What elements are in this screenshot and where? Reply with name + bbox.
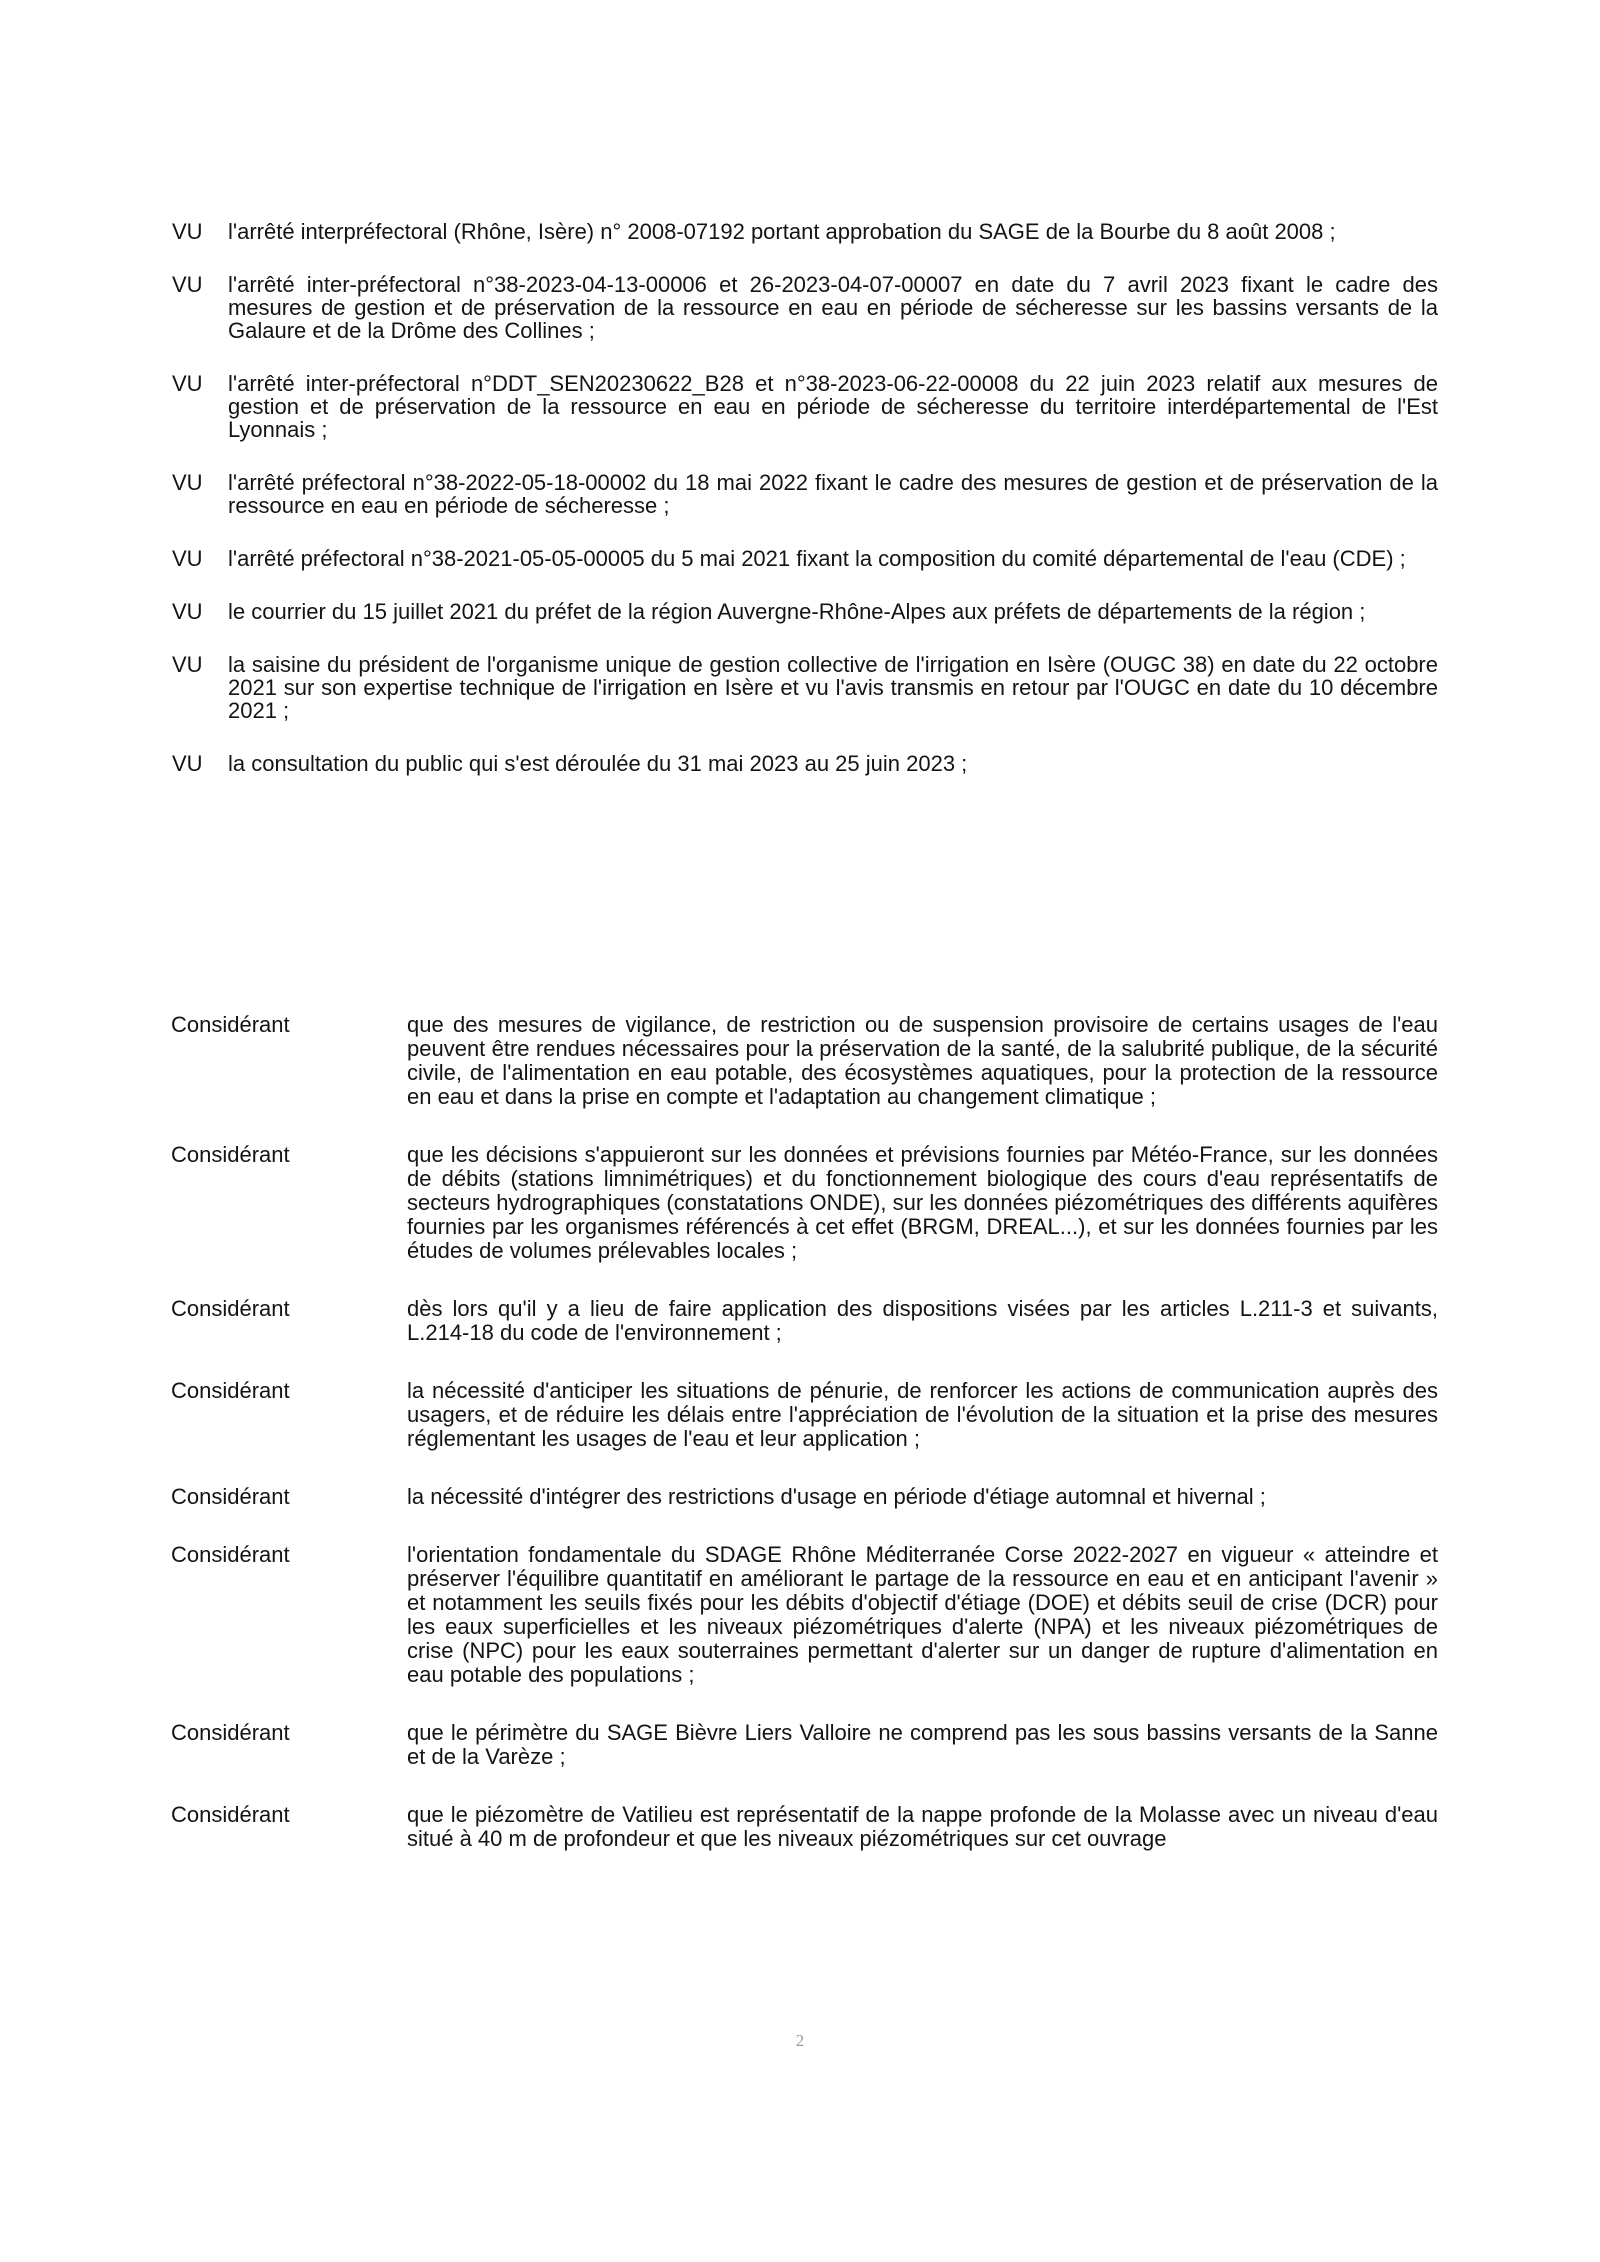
- considerant-text: que le piézomètre de Vatilieu est représentatif de la nappe profonde de la Molasse avec un niveau d'eau situé à 40 m de profondeur et que les niveaux piézométriques sur cet ouvrage: [407, 1802, 1438, 1851]
- vu-label: VU: [172, 546, 203, 571]
- vu-text: la saisine du président de l'organisme unique de gestion collective de l'irrigation en Isère (OUGC 38) en date du 22 octobre 2021 sur son expertise technique de l'irrigation en Isère et vu l'avis transmis en retour par l'OUGC en date du 10 décembre 2021 ;: [228, 652, 1438, 723]
- considerant-text: la nécessité d'intégrer des restrictions d'usage en période d'étiage automnal et hivernal ;: [407, 1484, 1266, 1509]
- considerant-text: la nécessité d'anticiper les situations de pénurie, de renforcer les actions de communication auprès des usagers, et de réduire les délais entre l'appréciation de l'évolution de la situation et la prise des mesures réglementant les usages de l'eau et leur application ;: [407, 1378, 1438, 1451]
- vu-text: l'arrêté interpréfectoral (Rhône, Isère) n° 2008-07192 portant approbation du SAGE de la Bourbe du 8 août 2008 ;: [228, 219, 1336, 244]
- vu-item: [172, 372, 1438, 441]
- vu-item: [172, 273, 1438, 342]
- considerant-label: Considérant: [171, 1720, 290, 1745]
- considerant-text: que des mesures de vigilance, de restriction ou de suspension provisoire de certains usages de l'eau peuvent être rendues nécessaires pour la préservation de la santé, de la salubrité publique, de la sécurité civile, de l'alimentation en eau potable, des écosystèmes aquatiques, pour la protection de la ressource en eau et dans la prise en compte et l'adaptation au changement climatique ;: [407, 1012, 1438, 1109]
- page-number: 2: [795, 2031, 805, 2050]
- considerant-list: [171, 1013, 1438, 1885]
- vu-label: VU: [172, 751, 203, 776]
- vu-text: le courrier du 15 juillet 2021 du préfet de la région Auvergne-Rhône-Alpes aux préfets de départements de la région ;: [228, 599, 1366, 624]
- considerant-label: Considérant: [171, 1378, 290, 1403]
- vu-text: l'arrêté préfectoral n°38-2021-05-05-00005 du 5 mai 2021 fixant la composition du comité départemental de l'eau (CDE) ;: [228, 546, 1406, 571]
- vu-item: [172, 600, 1438, 623]
- vu-label: VU: [172, 470, 203, 495]
- vu-list: [172, 220, 1438, 805]
- vu-item: [172, 220, 1438, 243]
- considerant-item: [171, 1013, 1438, 1109]
- vu-text: l'arrêté préfectoral n°38-2022-05-18-00002 du 18 mai 2022 fixant le cadre des mesures de gestion et de préservation de la ressource en eau en période de sécheresse ;: [228, 470, 1438, 518]
- vu-label: VU: [172, 371, 203, 396]
- considerant-item: [171, 1297, 1438, 1345]
- considerant-text: que les décisions s'appuieront sur les données et prévisions fournies par Météo-France, sur les données de débits (stations limnimétriques) et du fonctionnement biologique des cours d'eau représentatifs de secteurs hydrographiques (constatations ONDE), sur les données piézométriques des différents aquifères fournies par les organismes référencés à cet effet (BRGM, DREAL...), et sur les données fournies par les études de volumes prélevables locales ;: [407, 1142, 1438, 1263]
- considerant-item: [171, 1721, 1438, 1769]
- vu-text: l'arrêté inter-préfectoral n°38-2023-04-13-00006 et 26-2023-04-07-00007 en date du 7 avril 2023 fixant le cadre des mesures de gestion et de préservation de la ressource en eau en période de sécheresse sur les bassins versants de la Galaure et de la Drôme des Collines ;: [228, 272, 1438, 343]
- considerant-text: que le périmètre du SAGE Bièvre Liers Valloire ne comprend pas les sous bassins versants de la Sanne et de la Varèze ;: [407, 1720, 1438, 1769]
- considerant-text: l'orientation fondamentale du SDAGE Rhône Méditerranée Corse 2022-2027 en vigueur « atteindre et préserver l'équilibre quantitatif en améliorant le partage de la ressource en eau et en anticipant l'avenir » et notamment les seuils fixés pour les débits d'objectif d'étiage (DOE) et débits seuil de crise (DCR) pour les eaux superficielles et les niveaux piézométriques d'alerte (NPA) et les niveaux piézométriques de crise (NPC) pour les eaux souterraines permettant d'alerter sur un danger de rupture d'alimentation en eau potable des populations ;: [407, 1542, 1438, 1687]
- considerant-text: dès lors qu'il y a lieu de faire application des dispositions visées par les articles L.211-3 et suivants, L.214-18 du code de l'environnement ;: [407, 1296, 1438, 1345]
- considerant-label: Considérant: [171, 1484, 290, 1509]
- vu-text: la consultation du public qui s'est déroulée du 31 mai 2023 au 25 juin 2023 ;: [228, 751, 968, 776]
- vu-item: [172, 653, 1438, 722]
- considerant-label: Considérant: [171, 1802, 290, 1827]
- considerant-label: Considérant: [171, 1012, 290, 1037]
- considerant-label: Considérant: [171, 1142, 290, 1167]
- considerant-item: [171, 1379, 1438, 1451]
- vu-item: [172, 752, 1438, 775]
- vu-text: l'arrêté inter-préfectoral n°DDT_SEN20230622_B28 et n°38-2023-06-22-00008 du 22 juin 2023 relatif aux mesures de gestion et de préservation de la ressource en eau en période de sécheresse du territoire interdépartemental de l'Est Lyonnais ;: [228, 371, 1438, 442]
- considerant-item: [171, 1803, 1438, 1851]
- considerant-item: [171, 1143, 1438, 1263]
- vu-item: [172, 471, 1438, 517]
- considerant-item: [171, 1543, 1438, 1687]
- vu-label: VU: [172, 599, 203, 624]
- vu-label: VU: [172, 652, 203, 677]
- vu-label: VU: [172, 272, 203, 297]
- considerant-label: Considérant: [171, 1296, 290, 1321]
- vu-item: [172, 547, 1438, 570]
- considerant-item: [171, 1485, 1438, 1509]
- vu-label: VU: [172, 219, 203, 244]
- considerant-label: Considérant: [171, 1542, 290, 1567]
